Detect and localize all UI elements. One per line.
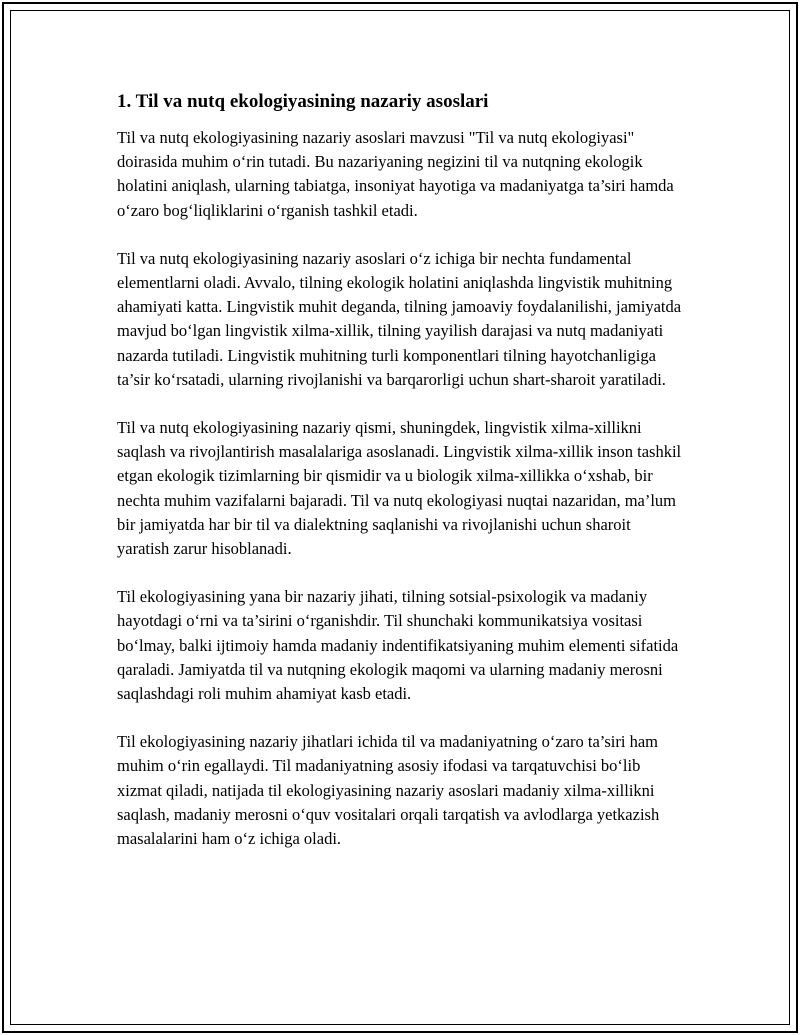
section-heading: 1. Til va nutq ekologiyasining nazariy asoslari [117, 91, 489, 112]
paragraph-5: Til ekologiyasining nazariy jihatlari ichida til va madaniyatning o‘zaro ta’siri ham muhim o‘rin egallaydi. Til madaniyatning asosiy ifodasi va tarqatuvchisi bo‘lib xizmat qiladi, natijada til ekologiyasining nazariy asoslari madaniy xilma-xillikni saqlash, madaniy merosni o‘quv vositalari orqali tarqatish va avlodlarga yetkazish masalalarini ham o‘z ichiga oladi. [117, 732, 660, 849]
paragraph-3: Til va nutq ekologiyasining nazariy qismi, shuningdek, lingvistik xilma-xillikni saqlash va rivojlantirish masalalariga asoslanadi. Lingvistik xilma-xillik inson tashkil etgan ekologik tizimlarning bir qismidir va u biologik xilma-xillikka o‘xshab, bir nechta muhim vazifalarni bajaradi. Til va nutq ekologiyasi nuqtai nazaridan, ma’lum bir jamiyatda har bir til va dialektning saqlanishi va rivojlanishi uchun sharoit yaratish zarur hisoblanadi. [117, 418, 682, 559]
document-body [117, 90, 687, 875]
paragraph-2: Til va nutq ekologiyasining nazariy asoslari o‘z ichiga bir nechta fundamental elementlarni oladi. Avvalo, tilning ekologik holatini aniqlashda lingvistik muhitning ahamiyati katta. Lingvistik muhit deganda, tilning jamoaviy foydalanilishi, jamiyatda mavjud bo‘lgan lingvistik xilma-xillik, tilning yayilish darajasi va nutq madaniyati nazarda tutiladi. Lingvistik muhitning turli komponentlari tilning hayotchanligiga ta’sir ko‘rsatadi, ularning rivojlanishi va barqarorligi uchun shart-sharoit yaratiladi. [117, 248, 682, 389]
paragraph-1: Til va nutq ekologiyasining nazariy asoslari mavzusi "Til va nutq ekologiyasi" doirasida muhim o‘rin tutadi. Bu nazariyaning negizini til va nutqning ekologik holatini aniqlash, ularning tabiatga, insoniyat hayotiga va madaniyatga ta’siri hamda o‘zaro bog‘liqliklarini o‘rganish tashkil etadi. [117, 128, 674, 220]
paragraph-4: Til ekologiyasining yana bir nazariy jihati, tilning sotsial-psixologik va madaniy hayotdagi o‘rni va ta’sirini o‘rganishdir. Til shunchaki kommunikatsiya vositasi bo‘lmay, balki ijtimoiy hamda madaniy indentifikatsiyaning muhim elementi sifatida qaraladi. Jamiyatda til va nutqning ekologik maqomi va ularning madaniy merosni saqlashdagi roli muhim ahamiyat kasb etadi. [117, 587, 679, 704]
